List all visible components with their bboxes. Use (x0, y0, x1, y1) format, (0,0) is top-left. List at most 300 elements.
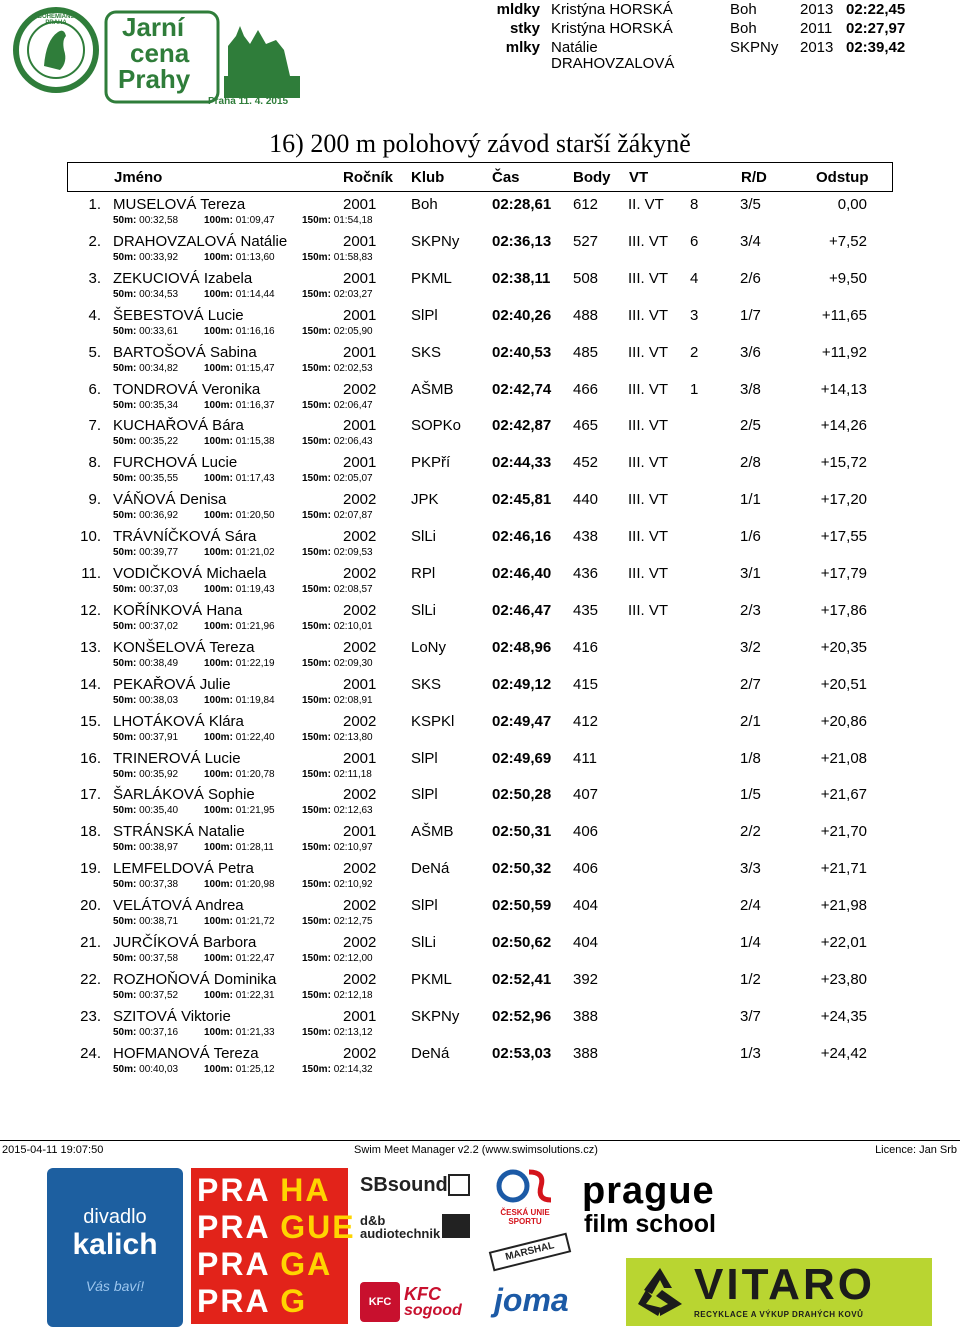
result-year: 2002 (343, 786, 377, 804)
result-vtn: 8 (690, 196, 699, 213)
split-s100 (204, 252, 275, 264)
split-value: 02:07,87 (333, 510, 373, 522)
result-points: 440 (573, 491, 599, 509)
result-name: KUCHAŘOVÁ Bára (113, 417, 244, 435)
result-time: 02:48,96 (492, 638, 552, 656)
split-label: 100m: (204, 805, 233, 817)
result-points: 407 (573, 786, 599, 804)
split-label: 100m: (204, 584, 233, 595)
result-points: 465 (573, 417, 599, 435)
split-s150 (302, 805, 373, 817)
praha-right: HA (280, 1172, 331, 1208)
split-value: 00:33,92 (139, 251, 179, 263)
result-club: SKPNy (411, 232, 460, 250)
split-value: 00:35,22 (139, 436, 179, 448)
result-time: 02:50,32 (492, 860, 552, 878)
result-club: SlPl (411, 897, 438, 915)
sponsor-divadlo-kalich (47, 1168, 183, 1327)
col-vt: VT (629, 169, 649, 186)
split-s100 (204, 436, 275, 448)
split-label: 150m: (302, 916, 331, 928)
result-points: 466 (573, 380, 599, 398)
split-s50 (113, 879, 178, 891)
split-value: 02:13,80 (333, 731, 373, 743)
pfs-line2: film school (584, 1210, 716, 1238)
split-s50 (113, 621, 178, 633)
result-name: STRÁNSKÁ Natalie (113, 823, 245, 841)
result-rd: 3/1 (740, 565, 761, 582)
record-name-line2: DRAHOVZALOVÁ (551, 55, 675, 72)
result-points: 488 (573, 306, 599, 324)
split-value: 01:17,43 (235, 473, 275, 485)
result-club: PKPří (411, 454, 451, 472)
column-header (67, 162, 893, 192)
result-diff: +9,50 (829, 269, 867, 287)
split-label: 50m: (113, 694, 137, 706)
result-row (0, 934, 960, 970)
split-value: 02:05,90 (333, 325, 373, 337)
split-s100 (204, 732, 275, 744)
result-rank: 8. (88, 454, 101, 472)
split-s150 (302, 621, 373, 633)
result-time: 02:40,26 (492, 306, 552, 324)
result-club: PKML (411, 269, 452, 287)
split-value: 02:03,27 (333, 288, 373, 300)
split-label: 50m: (113, 362, 137, 374)
split-value: 01:21,02 (235, 547, 275, 559)
result-diff: +24,42 (820, 1044, 867, 1062)
result-rank: 4. (88, 306, 101, 324)
result-rd: 3/2 (740, 638, 761, 656)
split-value: 00:34,82 (139, 362, 179, 374)
result-rank: 15. (80, 712, 101, 730)
split-s100 (204, 1027, 275, 1039)
split-label: 50m: (113, 251, 137, 263)
result-vt: III. VT (628, 491, 669, 509)
split-label: 100m: (204, 953, 233, 964)
split-value: 01:19,84 (235, 694, 275, 706)
split-label: 100m: (204, 916, 233, 928)
records-block (0, 0, 960, 75)
result-rd: 3/8 (740, 380, 761, 398)
db-line2: audiotechnik (360, 1226, 441, 1241)
split-value: 02:06,43 (333, 436, 373, 448)
result-row (0, 1045, 960, 1081)
result-vtn: 2 (690, 343, 699, 361)
result-name: TRINEROVÁ Lucie (113, 749, 241, 767)
split-value: 02:10,97 (333, 842, 373, 854)
result-diff: +20,51 (820, 675, 867, 693)
vitaro-tagline: RECYKLACE A VÝKUP DRAHÝCH KOVŮ (694, 1310, 864, 1319)
cus-icon (485, 1166, 565, 1208)
result-vt: III. VT (628, 417, 669, 435)
result-rank: 20. (80, 897, 101, 915)
result-club: SKPNy (411, 1007, 460, 1025)
split-s50 (113, 547, 178, 559)
result-year: 2001 (343, 306, 377, 324)
result-name: MUSELOVÁ Tereza (113, 196, 246, 213)
split-s150 (302, 436, 373, 448)
result-diff: +11,65 (821, 306, 867, 324)
split-s50 (113, 289, 178, 301)
split-value: 00:35,92 (139, 768, 179, 780)
result-year: 2002 (343, 712, 377, 730)
result-club: SlLi (411, 601, 437, 619)
record-name: Natálie (551, 39, 598, 56)
result-diff: +21,67 (820, 786, 867, 804)
split-label: 150m: (302, 657, 331, 669)
result-rd: 3/6 (740, 343, 761, 361)
result-club: SlLi (411, 528, 437, 546)
split-value: 00:38,97 (139, 842, 179, 854)
pfs-line1: prague (582, 1170, 715, 1212)
split-label: 50m: (113, 399, 137, 411)
split-value: 00:35,55 (139, 473, 179, 485)
result-row (0, 270, 960, 306)
result-year: 2002 (343, 638, 377, 656)
split-s150 (302, 400, 373, 412)
split-value: 01:20,50 (235, 510, 275, 522)
kalich-line2: kalich (72, 1228, 158, 1261)
split-value: 01:15,47 (235, 362, 275, 374)
split-label: 50m: (113, 731, 137, 743)
result-rank: 11. (81, 565, 101, 582)
result-rank: 23. (80, 1007, 101, 1025)
split-value: 02:02,53 (333, 362, 373, 374)
kalich-line1: divadlo (83, 1206, 147, 1228)
split-label: 50m: (113, 436, 137, 448)
col-club: Klub (411, 169, 445, 186)
result-rd: 2/8 (740, 454, 761, 472)
split-s150 (302, 953, 373, 965)
logo-line3: Prahy (118, 64, 191, 94)
db-line1: d&b (360, 1213, 386, 1228)
result-name: ROZHOŇOVÁ Dominika (113, 970, 277, 988)
result-name: FURCHOVÁ Lucie (113, 454, 238, 472)
split-label: 100m: (204, 215, 233, 226)
kfc-icon: KFC (360, 1282, 400, 1322)
record-time: 02:22,45 (846, 1, 906, 18)
result-rd: 2/6 (740, 269, 761, 287)
sponsor-marshal (484, 1236, 574, 1270)
result-row (0, 750, 960, 786)
split-s50 (113, 953, 178, 965)
split-label: 100m: (204, 473, 233, 485)
result-points: 612 (573, 196, 599, 213)
split-s50 (113, 326, 178, 338)
split-s100 (204, 547, 275, 559)
result-row (0, 491, 960, 527)
split-s150 (302, 990, 373, 1002)
result-rank: 14. (80, 675, 101, 693)
split-value: 02:12,75 (333, 916, 373, 928)
result-rd: 1/6 (740, 528, 761, 546)
result-rd: 3/4 (740, 232, 761, 250)
split-value: 01:14,44 (235, 288, 275, 300)
logo-badge: BOHEMIANS PRAHA (37, 14, 75, 26)
split-label: 50m: (113, 510, 137, 522)
result-year: 2001 (343, 675, 377, 693)
split-s100 (204, 621, 275, 633)
result-rank: 19. (80, 860, 101, 878)
result-time: 02:53,03 (492, 1044, 552, 1062)
split-label: 50m: (113, 1063, 137, 1075)
result-club: DeNá (411, 860, 450, 878)
split-value: 02:10,01 (333, 620, 373, 632)
result-diff: +20,86 (820, 712, 867, 730)
sponsor-ceska-unie-sportu (485, 1166, 565, 1228)
result-time: 02:36,13 (492, 232, 552, 250)
result-rank: 22. (80, 970, 101, 988)
sponsor-praha (191, 1168, 356, 1324)
result-rank: 3. (88, 269, 101, 287)
footer-divider (0, 1140, 960, 1141)
result-time: 02:50,31 (492, 823, 552, 841)
record-tag: mldky (496, 1, 540, 18)
split-value: 01:16,37 (235, 399, 275, 411)
praha-left: PRA (197, 1246, 270, 1282)
split-label: 100m: (204, 657, 233, 669)
split-label: 50m: (113, 473, 137, 485)
result-vtn: 6 (690, 232, 699, 250)
result-vtn: 4 (690, 269, 699, 287)
split-label: 100m: (204, 694, 233, 706)
split-value: 01:58,83 (333, 251, 373, 263)
split-label: 100m: (204, 879, 233, 891)
result-vt: III. VT (628, 380, 669, 398)
result-row (0, 676, 960, 712)
split-s50 (113, 732, 178, 744)
result-name: VODIČKOVÁ Michaela (113, 565, 267, 582)
result-vtn: 1 (690, 380, 699, 398)
result-rd: 1/2 (740, 970, 761, 988)
split-label: 50m: (113, 657, 137, 669)
result-diff: +14,26 (820, 417, 867, 435)
split-value: 00:37,02 (139, 620, 179, 632)
result-club: SlPl (411, 306, 438, 324)
result-points: 412 (573, 712, 599, 730)
result-time: 02:49,12 (492, 675, 552, 693)
split-value: 00:40,03 (139, 1063, 179, 1075)
result-name: DRAHOVZALOVÁ Natálie (113, 232, 288, 250)
split-label: 100m: (204, 989, 233, 1001)
split-value: 01:16,16 (235, 325, 275, 337)
split-s150 (302, 879, 373, 891)
split-s50 (113, 215, 178, 227)
split-value: 01:20,78 (235, 768, 275, 780)
result-time: 02:49,69 (492, 749, 552, 767)
result-row (0, 971, 960, 1007)
result-vt: III. VT (628, 269, 669, 287)
result-points: 404 (573, 897, 599, 915)
result-rd: 2/3 (740, 601, 761, 619)
split-s150 (302, 326, 373, 338)
footer-licence: Licence: Jan Srb (875, 1144, 957, 1156)
split-s150 (302, 695, 373, 707)
split-s100 (204, 473, 275, 485)
split-s100 (204, 842, 274, 854)
record-year: 2011 (800, 20, 833, 37)
result-year: 2002 (343, 897, 377, 915)
result-diff: +21,98 (820, 897, 867, 915)
result-vt: III. VT (628, 306, 669, 324)
split-value: 02:12,18 (333, 989, 373, 1001)
result-time: 02:40,53 (492, 343, 552, 361)
split-s50 (113, 916, 178, 928)
split-s50 (113, 769, 178, 781)
logo-line1: Jarní (122, 12, 185, 42)
result-name: TONDROVÁ Veronika (113, 380, 261, 398)
result-rd: 3/3 (740, 860, 761, 878)
split-value: 00:39,77 (139, 547, 179, 559)
result-row (0, 565, 960, 601)
split-label: 100m: (204, 842, 233, 854)
split-s150 (302, 547, 373, 559)
result-year: 2002 (343, 970, 377, 988)
result-year: 2002 (343, 380, 377, 398)
split-label: 50m: (113, 620, 137, 632)
result-diff: +21,08 (820, 749, 867, 767)
split-s100 (204, 879, 275, 891)
result-points: 508 (573, 269, 599, 287)
split-label: 150m: (302, 510, 331, 522)
result-vt: II. VT (628, 196, 664, 213)
praha-right: G (280, 1283, 308, 1319)
result-year: 2001 (343, 269, 377, 287)
split-s100 (204, 510, 275, 522)
split-s100 (204, 695, 275, 707)
split-s50 (113, 842, 178, 854)
split-value: 02:11,18 (333, 768, 372, 780)
split-value: 01:25,12 (235, 1063, 275, 1075)
split-s50 (113, 805, 178, 817)
result-name: JURČÍKOVÁ Barbora (113, 934, 257, 951)
logo-line2: cena (130, 38, 190, 68)
praha-right: GA (280, 1246, 333, 1282)
vitaro-name: VITARO (694, 1260, 875, 1309)
split-s150 (302, 473, 373, 485)
result-row (0, 823, 960, 859)
split-s100 (204, 584, 275, 596)
result-row (0, 860, 960, 896)
split-s50 (113, 990, 178, 1002)
result-year: 2001 (343, 823, 377, 841)
result-rank: 16. (80, 749, 101, 767)
result-club: RPl (411, 565, 436, 582)
result-name: VÁŇOVÁ Denisa (113, 491, 227, 509)
result-rd: 3/5 (740, 196, 761, 213)
split-label: 50m: (113, 953, 137, 964)
split-s150 (302, 584, 373, 596)
record-time: 02:39,42 (846, 39, 906, 56)
result-rank: 6. (88, 380, 101, 398)
split-s100 (204, 400, 275, 412)
record-time: 02:27,97 (846, 20, 906, 37)
split-label: 50m: (113, 1026, 137, 1038)
split-s100 (204, 805, 275, 817)
split-s50 (113, 658, 178, 670)
split-s50 (113, 436, 178, 448)
result-club: LoNy (411, 638, 447, 656)
result-club: SlPl (411, 749, 438, 767)
split-s50 (113, 695, 178, 707)
split-value: 01:22,19 (235, 657, 275, 669)
split-value: 01:15,38 (235, 436, 275, 448)
result-name: PEKAŘOVÁ Julie (113, 675, 231, 693)
result-club: SOPKo (411, 417, 462, 435)
split-s150 (302, 916, 373, 928)
split-value: 02:13,12 (333, 1026, 373, 1038)
result-points: 436 (573, 565, 599, 582)
split-label: 100m: (204, 1063, 233, 1075)
result-row (0, 786, 960, 822)
event-title: 16) 200 m polohový závod starší žákyně (269, 129, 691, 158)
result-points: 485 (573, 343, 599, 361)
split-label: 100m: (204, 325, 233, 337)
split-s150 (302, 769, 372, 781)
split-value: 00:35,34 (139, 399, 179, 411)
split-value: 01:21,95 (235, 805, 275, 817)
split-label: 150m: (302, 842, 331, 854)
result-points: 388 (573, 1044, 599, 1062)
result-time: 02:44,33 (492, 454, 552, 472)
result-year: 2001 (343, 417, 377, 435)
result-row (0, 528, 960, 564)
split-value: 00:37,58 (139, 953, 179, 964)
result-rd: 1/7 (740, 306, 761, 324)
result-rd: 1/8 (740, 749, 761, 767)
result-name: ŠEBESTOVÁ Lucie (113, 306, 244, 324)
result-time: 02:38,11 (492, 269, 551, 287)
sponsor-prague-film-school (580, 1170, 770, 1248)
result-points: 406 (573, 860, 599, 878)
result-rank: 18. (80, 823, 101, 841)
split-label: 100m: (204, 768, 233, 780)
result-time: 02:50,59 (492, 897, 552, 915)
split-value: 00:37,91 (139, 731, 179, 743)
col-time: Čas (492, 169, 520, 186)
result-rd: 2/2 (740, 823, 761, 841)
result-points: 438 (573, 528, 599, 546)
marshal-text: MARSHAL (489, 1233, 571, 1272)
result-points: 388 (573, 1007, 599, 1025)
db-icon (442, 1214, 470, 1238)
split-label: 50m: (113, 879, 137, 891)
joma-text: joma (494, 1282, 569, 1318)
kfc-line1: KFC (404, 1284, 441, 1304)
result-year: 2001 (343, 454, 377, 472)
split-value: 00:35,40 (139, 805, 179, 817)
split-label: 150m: (302, 436, 331, 448)
result-name: KONŠELOVÁ Tereza (113, 638, 255, 656)
split-s100 (204, 289, 275, 301)
result-points: 392 (573, 970, 599, 988)
split-label: 50m: (113, 989, 137, 1001)
praha-left: PRA (197, 1172, 270, 1208)
split-s50 (113, 510, 178, 522)
result-vtn: 3 (690, 306, 699, 324)
result-year: 2002 (343, 860, 377, 878)
result-time: 02:42,74 (492, 380, 552, 398)
result-rd: 3/7 (740, 1007, 761, 1025)
split-s150 (302, 1064, 373, 1076)
split-label: 150m: (302, 953, 331, 964)
col-name: Jméno (114, 169, 163, 186)
result-diff: +21,71 (820, 860, 867, 878)
result-vt: III. VT (628, 565, 669, 582)
logo-date: Praha 11. 4. 2015 (208, 96, 289, 107)
result-row (0, 602, 960, 638)
